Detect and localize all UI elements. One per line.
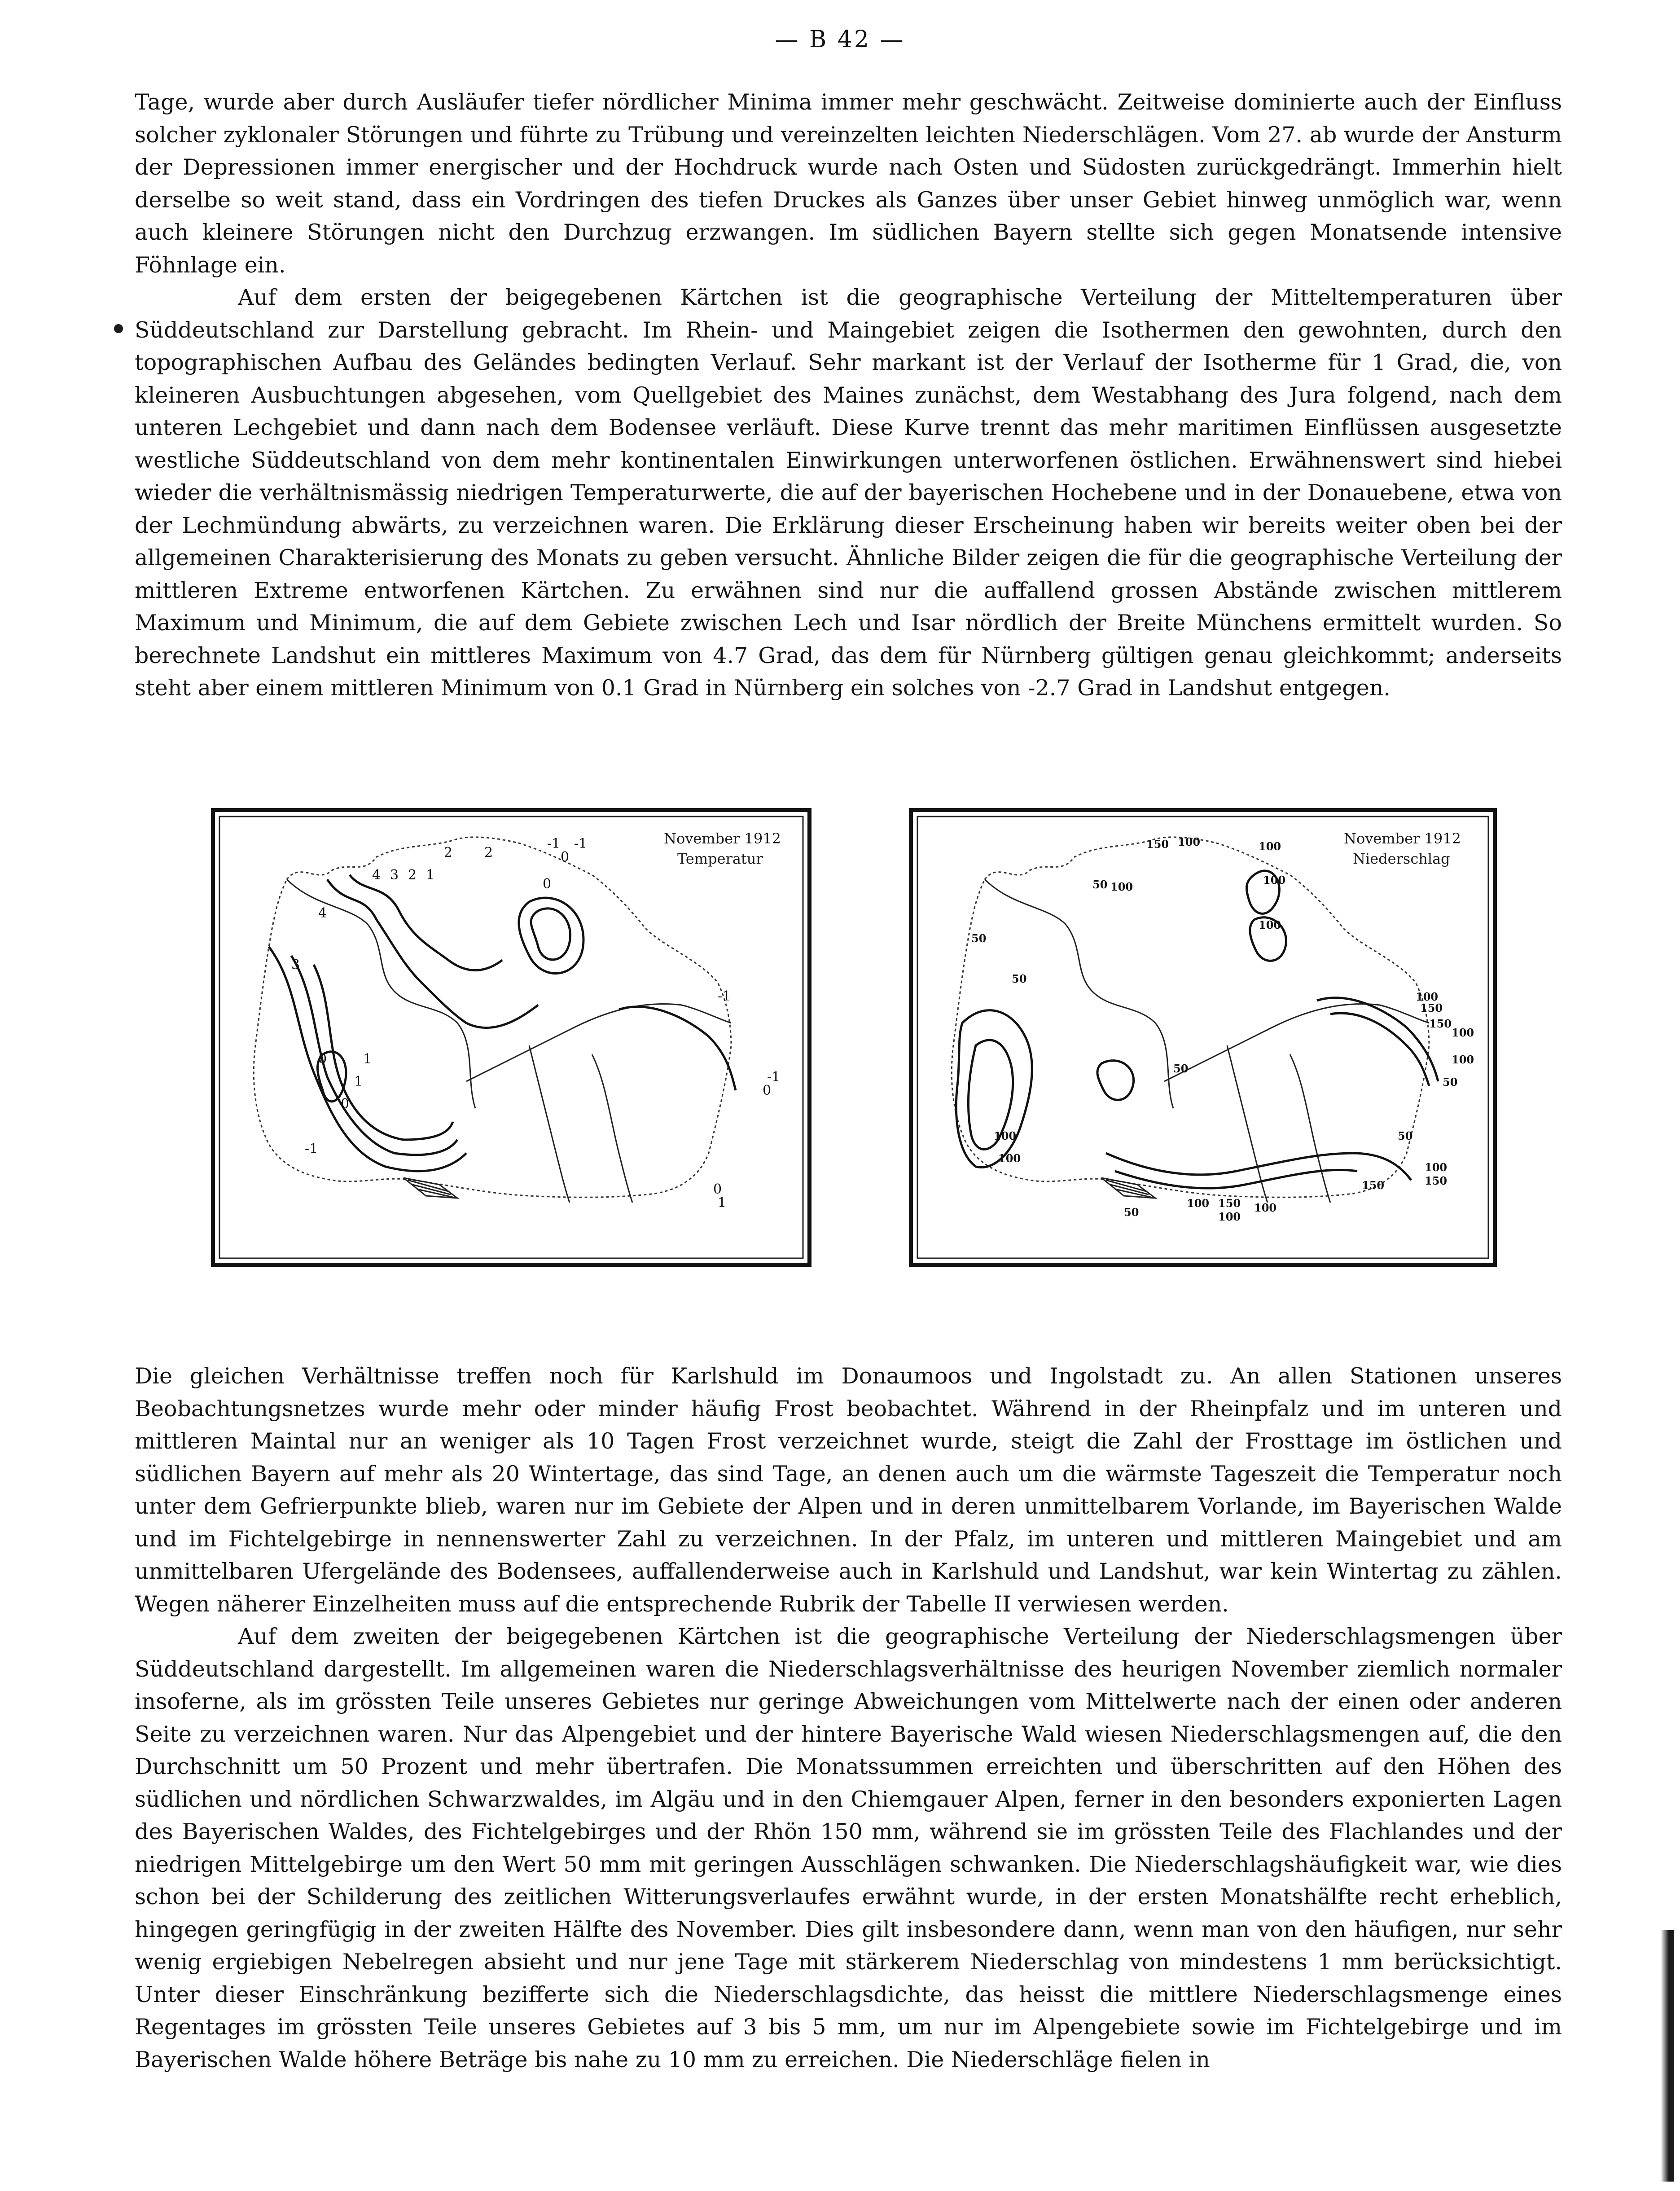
- isohyet-50-loop: [1097, 1061, 1134, 1100]
- lake-constance: [404, 1178, 457, 1198]
- iso-label: 100: [998, 1152, 1021, 1165]
- precipitation-map-title-2: Niederschlag: [1353, 850, 1450, 867]
- iso-label: 100: [994, 1129, 1017, 1142]
- river-isar: [592, 1054, 632, 1203]
- iso-label: 1: [354, 1074, 363, 1089]
- iso-label: 0: [763, 1083, 772, 1098]
- border-outline: [952, 837, 1429, 1197]
- paragraph-4: Auf dem zweiten der beigegebenen Kärtchen ist die geographische Verteilung der Niederschlagsmengen über Süddeutschland dargestellt. Im allgemeinen waren die Niederschlagsverhältnisse des heurigen November ziemlich normaler insoferne, als im grössten Teile unseres Gebietes nur geringe Abweichungen vom Mittelwerte nach der einen oder anderen Seite zu verzeichnen waren. Nur das Alpengebiet und der hintere Bayerische Wald wiesen Niederschlagsmengen auf, die den Durchschnitt um 50 Prozent und mehr übertrafen. Die Monatssummen erreichten und überschritten auf den Höhen des südlichen und nördlichen Schwarzwaldes, im Algäu und in den Chiemgauer Alpen, ferner in den besonders exponierten Lagen des Bayerischen Waldes, des Fichtelgebirges und der Rhön 150 mm, während sie im grössten Teile des Flachlandes und der niedrigen Mittelgebirge um den Wert 50 mm mit geringen Ausschlägen schwanken. Die Niederschlagshäufigkeit war, wie dies schon bei der Schilderung des zeitlichen Witterungsverlaufes erwähnt wurde, in der ersten Monatshälfte recht erheblich, hingegen geringfügig in der zweiten Hälfte des November. Dies gilt insbesondere dann, wenn man von den häufigen, nur sehr wenig ergiebigen Nebelregen absieht und nur jene Tage mit stärkerem Niederschlag von mindestens 1 mm berücksichtigt. Unter dieser Einschränkung bezifferte sich die Niederschlagsdichte, das heisst die mittlere Niederschlagsmenge eines Regentages im grössten Teile unseres Gebietes auf 3 bis 5 mm, um nur im Alpengebiete sowie im Fichtelgebirge und im Bayerischen Walde höhere Beträge bis nahe zu 10 mm zu erreichen. Die Niederschläge fielen in: [135, 1624, 1562, 2072]
- text-top: [135, 86, 1562, 705]
- iso-label: 4: [318, 905, 327, 921]
- iso-label: 50: [1443, 1076, 1458, 1089]
- isotherm-2: [291, 956, 457, 1155]
- iso-label: 100: [1452, 1053, 1474, 1066]
- iso-label: 100: [1187, 1197, 1210, 1210]
- paragraph-3: Die gleichen Verhältnisse treffen noch für Karlshuld im Donaumoos und Ingolstadt zu. An allen Stationen unseres Beobachtungsnetzes wurde mehr oder minder häufig Frost beobachtet. Während in der Rheinpfalz und im unteren und mittleren Maintal nur an weniger als 10 Tagen Frost verzeichnet wurde, steigt die Zahl der Frosttage im östlichen und südlichen Bayern auf mehr als 20 Wintertage, das sind Tage, an denen auch um die wärmste Tageszeit die Temperatur noch unter dem Gefrierpunkte blieb, waren nur im Gebiete der Alpen und in deren unmittelbarem Vorlande, im Bayerischen Walde und im Fichtelgebirge in nennenswerter Zahl zu verzeichnen. In der Pfalz, im unteren und mittleren Maingebiet und am unmittelbaren Ufergelände des Bodensees, auffallenderweise auch in Karlshuld und Landshut, war kein Wintertag zu zählen. Wegen näherer Einzelheiten muss auf die entsprechende Rubrik der Tabelle II verwiesen werden.: [135, 1363, 1562, 1617]
- iso-label: 100: [1254, 1201, 1277, 1214]
- iso-label: 0: [341, 1096, 350, 1112]
- iso-label: 50: [1398, 1129, 1413, 1142]
- temperature-map: [211, 808, 811, 1267]
- iso-label: 100: [1259, 840, 1281, 853]
- iso-label: 50: [1092, 878, 1108, 891]
- iso-label: 150: [1362, 1179, 1385, 1192]
- river-lech: [1227, 1045, 1268, 1203]
- isotherm-east: [619, 1007, 736, 1090]
- iso-label: 1: [718, 1195, 727, 1211]
- iso-label: 100: [1110, 880, 1133, 893]
- iso-label: 0: [561, 849, 570, 865]
- iso-label: -1: [767, 1069, 781, 1085]
- iso-label: -1: [547, 836, 561, 852]
- isohyet-alps-150: [1115, 1170, 1357, 1188]
- iso-label: 2: [444, 845, 453, 861]
- temperature-map-title-2: Temperatur: [677, 850, 763, 867]
- iso-label: 100: [1452, 1026, 1474, 1039]
- iso-label: 50: [1124, 1206, 1139, 1219]
- iso-label: 150: [1429, 1017, 1452, 1030]
- river-lech: [529, 1045, 570, 1203]
- temperature-map-drawing: [215, 812, 807, 1263]
- iso-label: 100: [1259, 918, 1281, 931]
- iso-label: 1: [426, 867, 435, 883]
- iso-label: 4: [372, 867, 381, 883]
- iso-label: 150: [1425, 1174, 1448, 1187]
- isotherm-loop-0: [531, 909, 570, 960]
- iso-label: 100: [1425, 1161, 1448, 1174]
- isohyet-alps-100: [1106, 1153, 1411, 1180]
- paragraph-1: Tage, wurde aber durch Ausläufer tiefer nördlicher Minima immer mehr geschwächt. Zeitweise dominierte auch der Einfluss solcher zyklonaler Störungen und führte zu Trübung und vereinzelten leichten Niederschlägen. Vom 27. ab wurde der Ansturm der Depressionen immer energischer und der Hochdruck wurde nach Osten und Südosten zurückgedrängt. Immerhin hielt derselbe so weit stand, dass ein Vordringen des tiefen Druckes als Ganzes über unser Gebiet hinweg unmöglich war, wenn auch kleinere Störungen nicht den Durchzug erzwangen. Im südlichen Bayern stellte sich gegen Monatsende intensive Föhnlage ein.: [135, 89, 1562, 278]
- iso-label: 2: [408, 867, 417, 883]
- iso-label: 3: [291, 957, 300, 973]
- paragraph-2: Auf dem ersten der beigegebenen Kärtchen ist die geographische Verteilung der Mitteltemperaturen über Süddeutschland zur Darstellung gebracht. Im Rhein- und Maingebiet zeigen die Isothermen den gewohnten, durch den topographischen Aufbau des Geländes bedingten Verlauf. Sehr markant ist der Verlauf der Isotherme für 1 Grad, die, von kleineren Ausbuchtungen abgesehen, vom Quellgebiet des Maines zunächst, dem Westabhang des Jura folgend, nach dem unteren Lechgebiet und dann nach dem Bodensee verläuft. Diese Kurve trennt das mehr maritimen Einflüssen ausgesetzte westliche Süddeutschland von dem mehr kontinentalen Einwirkungen unterworfenen östlichen. Erwähnenswert sind hiebei wieder die verhältnismässig niedrigen Temperaturwerte, die auf der bayerischen Hochebene und in der Donauebene, etwa von der Lechmündung abwärts, zu verzeichnen waren. Die Erklärung dieser Erscheinung haben wir bereits weiter oben bei der allgemeinen Charakterisierung des Monats zu geben versucht. Ähnliche Bilder zeigen die für die geographische Verteilung der mittleren Extreme entworfenen Kärtchen. Zu erwähnen sind nur die auffallend grossen Abstände zwischen mittlerem Maximum und Minimum, die auf dem Gebiete zwischen Lech und Isar nördlich der Breite Münchens ermittelt wurden. So berechnete Landshut ein mittleres Maximum von 4.7 Grad, das dem für Nürnberg gültigen genau gleichkommt; anderseits steht aber einem mittleren Minimum von 0.1 Grad in Nürnberg ein solches von -2.7 Grad in Landshut entgegen.: [135, 285, 1562, 701]
- iso-label: 100: [1263, 874, 1286, 887]
- river-isar: [1290, 1054, 1330, 1203]
- iso-label: 0: [713, 1181, 722, 1197]
- page-number: — B 42 —: [775, 26, 905, 53]
- binding-edge: [1661, 1930, 1674, 2182]
- iso-label: 100: [1178, 835, 1201, 848]
- iso-label: 1: [363, 1051, 372, 1067]
- iso-label: 100: [1416, 990, 1439, 1003]
- iso-label: -1: [574, 836, 588, 852]
- text-bottom: [135, 1360, 1562, 2076]
- iso-label: 2: [484, 845, 493, 861]
- precipitation-map-drawing: [913, 812, 1493, 1263]
- iso-label: 150: [1420, 1001, 1443, 1014]
- iso-label: 0: [543, 876, 552, 892]
- iso-label: -1: [305, 1141, 318, 1157]
- iso-label: 0: [318, 1051, 327, 1067]
- temperature-map-title-1: November 1912: [664, 830, 781, 847]
- iso-label: 150: [1146, 838, 1169, 851]
- iso-label: -1: [718, 988, 731, 1004]
- iso-label: 150: [1218, 1197, 1241, 1210]
- border-outline: [254, 837, 731, 1197]
- iso-label: 100: [1218, 1210, 1241, 1223]
- precipitation-map: [909, 808, 1497, 1267]
- iso-label: 50: [1012, 972, 1027, 985]
- isohyet-east-150: [1330, 1013, 1429, 1086]
- iso-label: 50: [1173, 1062, 1189, 1075]
- isotherm-north-2: [350, 875, 502, 970]
- iso-label: 3: [390, 867, 399, 883]
- margin-bullet: [114, 324, 123, 333]
- precipitation-map-title-1: November 1912: [1344, 830, 1461, 847]
- iso-label: 50: [971, 932, 987, 945]
- isotherm-north-1: [327, 879, 538, 1028]
